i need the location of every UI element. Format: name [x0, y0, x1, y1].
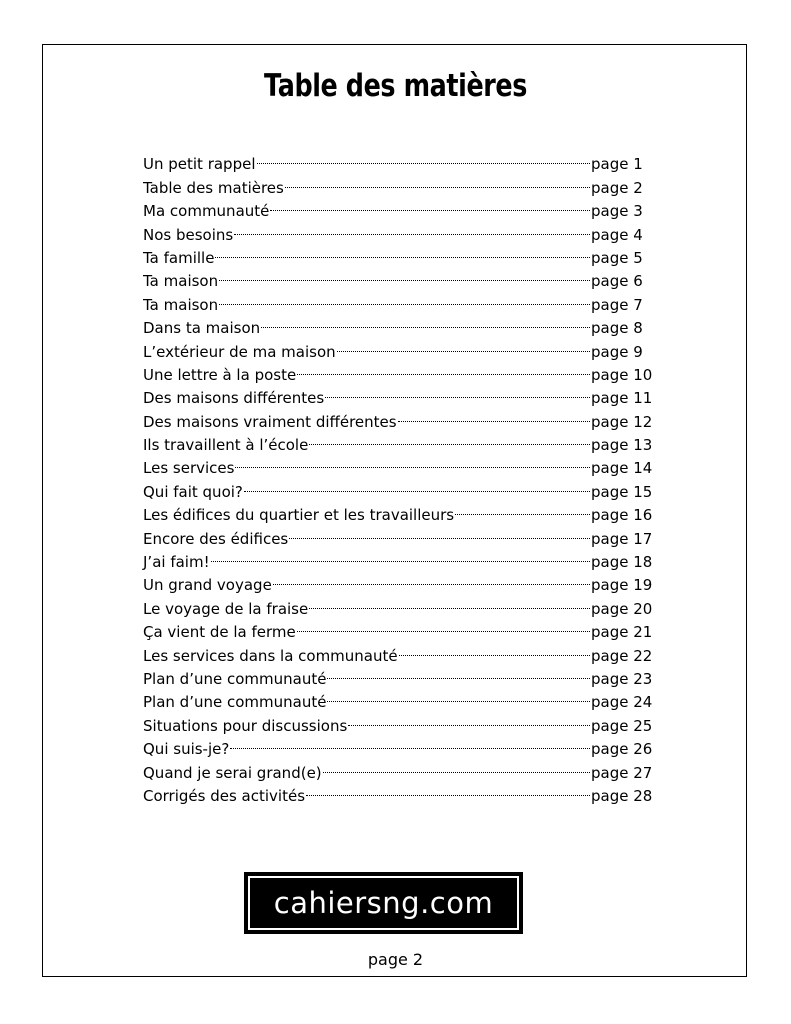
toc-entry-page: page 5: [591, 248, 643, 267]
toc-entry-page: page 18: [591, 553, 653, 572]
toc-dot-leader: [309, 590, 590, 613]
page-number: page 2: [367, 950, 424, 969]
toc-entry-label: Les services dans la communauté: [143, 646, 398, 665]
toc-entry-label: Des maisons différentes: [143, 389, 325, 408]
toc-dot-leader: [257, 146, 591, 169]
toc-dot-leader: [219, 286, 590, 309]
toc-entry-label: Ta maison: [143, 272, 219, 291]
toc-entry-page: page 8: [591, 319, 643, 338]
toc-entry-label: Les édifices du quartier et les travailleurs: [143, 506, 455, 525]
toc-entry-page: page 15: [591, 482, 653, 501]
toc-entry: [143, 567, 653, 595]
toc-entry: [143, 310, 653, 338]
toc-entry-label: Corrigés des activités: [143, 786, 306, 805]
toc-dot-leader: [399, 637, 590, 660]
table-of-contents: [143, 146, 653, 805]
website-banner: [244, 872, 523, 934]
toc-dot-leader: [234, 216, 590, 239]
toc-dot-leader: [306, 778, 590, 801]
toc-dot-leader: [273, 567, 590, 590]
toc-entry-label: Qui suis-je?: [143, 740, 230, 759]
toc-entry-page: page 12: [591, 412, 653, 431]
toc-dot-leader: [323, 754, 590, 777]
toc-entry-page: page 25: [591, 716, 653, 735]
toc-entry-page: page 28: [591, 786, 653, 805]
toc-dot-leader: [325, 380, 590, 403]
toc-dot-leader: [327, 684, 590, 707]
toc-dot-leader: [327, 661, 590, 684]
toc-entry-page: page 20: [591, 599, 653, 618]
toc-entry: [143, 240, 653, 267]
toc-entry-page: page 4: [591, 225, 643, 244]
toc-entry-label: Une lettre à la poste: [143, 365, 297, 384]
toc-dot-leader: [297, 614, 590, 637]
toc-entry-page: page 7: [591, 295, 643, 314]
toc-entry-label: L’extérieur de ma maison: [143, 342, 336, 361]
toc-entry-label: Ils travaillent à l’école: [143, 436, 309, 455]
toc-entry-label: J’ai faim!: [143, 553, 210, 572]
toc-entry-label: Ta maison: [143, 295, 219, 314]
toc-entry-label: Un petit rappel: [143, 155, 256, 174]
toc-entry-page: page 16: [591, 506, 653, 525]
toc-entry-page: page 23: [591, 669, 653, 688]
toc-entry-label: Les services: [143, 459, 235, 478]
toc-dot-leader: [215, 240, 590, 263]
toc-entry-page: page 19: [591, 576, 653, 595]
toc-entry-label: Des maisons vraiment différentes: [143, 412, 397, 431]
toc-dot-leader: [297, 357, 590, 380]
toc-entry: [143, 286, 653, 314]
toc-dot-leader: [285, 169, 590, 192]
toc-entry-label: Qui fait quoi?: [143, 482, 243, 501]
toc-entry-page: page 17: [591, 529, 653, 548]
toc-dot-leader: [398, 403, 590, 426]
toc-entry: [143, 263, 653, 291]
toc-entry-page: page 27: [591, 763, 653, 782]
toc-entry-label: Table des matières: [143, 178, 284, 197]
toc-entry-label: Plan d’une communauté: [143, 669, 327, 688]
toc-dot-leader: [219, 263, 590, 286]
toc-dot-leader: [235, 450, 590, 473]
toc-entry-label: Le voyage de la fraise: [143, 599, 309, 618]
toc-entry-label: Nos besoins: [143, 225, 234, 244]
page-title: Table des matières: [264, 68, 527, 104]
toc-dot-leader: [211, 544, 590, 567]
toc-entry-page: page 2: [591, 178, 643, 197]
toc-entry-label: Dans ta maison: [143, 319, 261, 338]
toc-entry-page: page 21: [591, 623, 653, 642]
toc-dot-leader: [348, 707, 590, 730]
toc-entry-page: page 13: [591, 436, 653, 455]
toc-entry-label: Situations pour discussions: [143, 716, 348, 735]
toc-entry-page: page 3: [591, 202, 643, 221]
toc-dot-leader: [337, 333, 590, 356]
toc-entry-page: page 26: [591, 740, 653, 759]
toc-entry-label: Encore des édifices: [143, 529, 289, 548]
toc-entry-page: page 11: [591, 389, 653, 408]
toc-entry: [143, 146, 653, 174]
toc-entry-label: Ta famille: [143, 248, 215, 267]
toc-entry: [143, 544, 653, 572]
toc-dot-leader: [244, 473, 590, 496]
toc-entry-page: page 6: [591, 272, 643, 291]
toc-entry-page: page 24: [591, 693, 653, 712]
toc-dot-leader: [455, 497, 590, 520]
toc-dot-leader: [289, 520, 590, 543]
toc-entry-page: page 10: [591, 365, 653, 384]
toc-entry-page: page 1: [591, 155, 643, 174]
toc-dot-leader: [270, 193, 590, 216]
toc-entry-page: page 9: [591, 342, 643, 361]
toc-entry-page: page 22: [591, 646, 653, 665]
toc-entry-label: Un grand voyage: [143, 576, 272, 595]
toc-dot-leader: [309, 427, 590, 450]
banner-text: cahiersng.com: [248, 876, 519, 930]
toc-entry-label: Ça vient de la ferme: [143, 623, 296, 642]
toc-entry-label: Plan d’une communauté: [143, 693, 327, 712]
toc-dot-leader: [261, 310, 590, 333]
toc-entry-label: Quand je serai grand(e): [143, 763, 322, 782]
toc-entry-page: page 14: [591, 459, 653, 478]
toc-dot-leader: [230, 731, 590, 754]
toc-entry-label: Ma communauté: [143, 202, 270, 221]
